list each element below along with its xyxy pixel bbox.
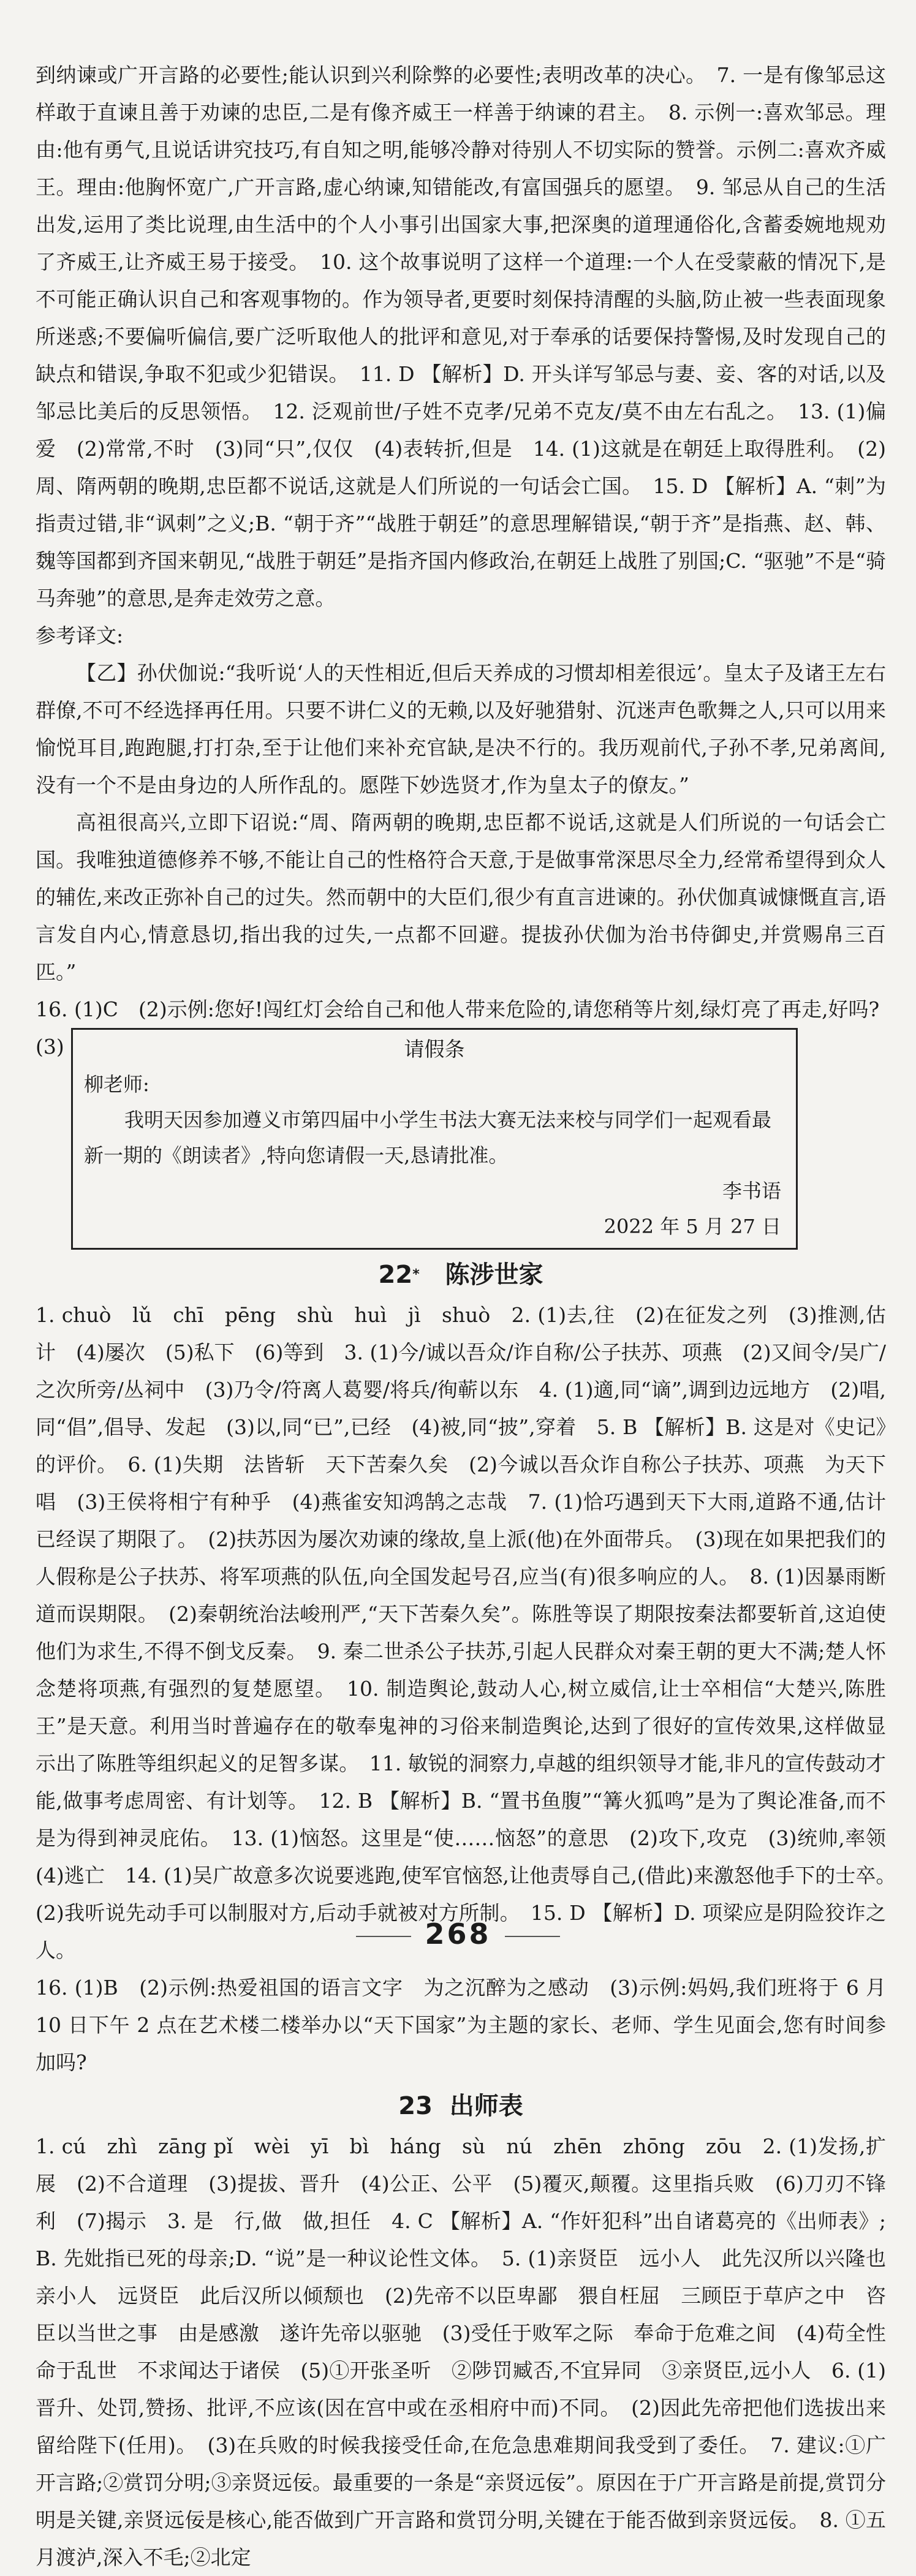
answers-22-main: 1. chuò lǔ chī pēng shù huì jì shuò 2. (1)去,往 (2)在征发之列 (3)推测,估计 (4)屡次 (5)私下 (6)等到 3. (1)今/诚以吾众/诈自称/公子扶苏、项燕 (2)又间令/吴广/之次所旁/丛祠中 (3)乃令/符离人葛婴/将兵/徇蕲以东 4. (1)適,同“谪”,调到边远地方 (2)唱,同“倡”,倡导、发起 (3)以,同“已”,已经 (4)被,同“披”,穿着 5. B 【解析】B. 这是对《史记》的评价。 6. (1)失期 法皆斩 天下苦秦久矣 (2)今诚以吾众诈自称公子扶苏、项燕 为天下唱 (3)王侯将相宁有种乎 (4)燕雀安知鸿鹄之志哉 7. (1)恰巧遇到天下大雨,道路不通,估计已经误了期限了。 (2)扶苏因为屡次劝谏的缘故,皇上派(他)在外面带兵。 (3)现在如果把我们的人假称是公子扶苏、将军项燕的队伍,向全国发起号召,应当(有)很多响应的人。 8. (1)因暴雨断道而误期限。 (2)秦朝统治法峻刑严,“天下苦秦久矣”。陈胜等误了期限按秦法都要斩首,这迫使他们为求生,不得不倒戈反秦。 9. 秦二世杀公子扶苏,引起人民群众对秦王朝的更大不满;楚人怀念楚将项燕,有强烈的复楚愿望。 10. 制造舆论,鼓动人心,树立威信,让士卒相信“大楚兴,陈胜王”是天意。利用当时普遍存在的敬奉鬼神的习俗来制造舆论,达到了很好的宣传效果,这样做显示出了陈胜等组织起义的足智多谋。 11. 敏锐的洞察力,卓越的组织领导才能,非凡的宣传鼓动才能,做事考虑周密、有计划等。 12. B 【解析】B. “置书鱼腹”“篝火狐鸣”是为了舆论准备,而不是为得到神灵庇佑。 13. (1)恼怒。这里是“使……恼怒”的意思 (2)攻下,攻克 (3)统帅,率领 (4)逃亡 14. (1)吴广故意多次说要逃跑,使军官恼怒,让他责辱自己,(借此)来激怒他手下的士卒。 (2)我听说先动手可以制服对方,后动手就被对方所制。 15. D 【解析】D. 项梁应是阴险狡诈之人。 — [36, 1303, 906, 1962]
reference-translation-label: 参考译文: — [36, 624, 124, 648]
translation-paragraph-2: 高祖很高兴,立即下诏说:“周、隋两朝的晚期,忠臣都不说话,这就是人们所说的一句话会亡国。我唯独道德修养不够,不能让自己的性格符合天意,于是做事常深思尽全力,经常希望得到众人的辅佐,来改正弥补自己的过失。然而朝中的大臣们,很少有直言进谏的。孙伏伽真诚慷慨直言,语言发自内心,情意恳切,指出我的过失,一点都不回避。提拔孙伏伽为治书侍御史,并赏赐帛三百匹。” — [36, 810, 886, 984]
footer-dash-left — [356, 1936, 411, 1937]
page-number-footer — [0, 1917, 916, 1951]
leave-note-box — [71, 1028, 798, 1250]
answers-21-part1: 到纳谏或广开言路的必要性;能认识到兴利除弊的必要性;表明改革的决心。 7. 一是有像邹忌这样敢于直谏且善于劝谏的忠臣,二是有像齐威王一样善于纳谏的君主。 8. 示例一:喜欢邹忌。理由:他有勇气,且说话讲究技巧,有自知之明,能够冷静对待别人不切实际的赞誉。示例二:喜欢齐威王。理由:他胸怀宽广,广开言路,虚心纳谏,知错能改,有富国强兵的愿望。 9. 邹忌从自己的生活出发,运用了类比说理,由生活中的个人小事引出国家大事,把深奥的道理通俗化,含蓄委婉地规劝了齐威王,让齐威王易于接受。 10. 这个故事说明了这样一个道理:一个人在受蒙蔽的情况下,是不可能正确认识自己和客观事物的。作为领导者,更要时刻保持清醒的头脑,防止被一些表面现象所迷惑;不要偏听偏信,要广泛听取他人的批评和意见,对于奉承的话要保持警惕,及时发现自己的缺点和错误,争取不犯或少犯错误。 11. D 【解析】D. 开头详写邹忌与妻、妾、客的对话,以及邹忌比美后的反思领悟。 12. 泛观前世/子姓不克孝/兄弟不克友/莫不由左右乱之。 13. (1)偏爱 (2)常常,不时 (3)同“只”,仅仅 (4)表转折,但是 14. (1)这就是在朝廷上取得胜利。 (2)周、隋两朝的晚期,忠臣都不说话,这就是人们所说的一句话会亡国。 15. D 【解析】A. “刺”为指责过错,非“讽刺”之义;B. “朝于齐”“战胜于朝廷”的意思理解错误,“朝于齐”是指燕、赵、韩、魏等国都到齐国来朝见,“战胜于朝廷”是指齐国内修政治,在朝廷上战胜了别国;C. “驱驰”不是“骑马奔驰”的意思,是奔走效劳之意。 — [36, 63, 886, 610]
page-number: 268 — [425, 1917, 491, 1951]
answers-22-q16: 16. (1)B (2)示例:热爱祖国的语言文字 为之沉醉为之感动 (3)示例:妈妈,我们班将于 6 月 10 日下午 2 点在艺术楼二楼举办以“天下国家”为主题的家长、老师、学生见面会,您有时间参加吗? — [36, 1976, 886, 2074]
section-23-title — [36, 2085, 886, 2128]
leave-note-title: 请假条 — [404, 1037, 465, 1061]
section-21-continued — [36, 56, 906, 2576]
section-22-title — [36, 1253, 886, 1296]
section-23-name: 出师表 — [449, 2092, 523, 2120]
leave-note-signer: 李书语 — [722, 1179, 781, 1203]
leave-note-body: 我明天因参加遵义市第四届中小学生书法大赛无法来校与同学们一起观看最新一期的《朗读者》,特向您请假一天,恳请批准。 — [84, 1108, 772, 1167]
footer-dash-right — [505, 1936, 560, 1937]
answer-16-3-label: (3) — [36, 1035, 64, 1059]
answers-23-main: 1. cú zhì zāng pǐ wèi yī bì háng sù nú zhēn zhōng zōu 2. (1)发扬,扩展 (2)不合道理 (3)提拔、晋升 (4)公正、公平 (5)覆灭,颠覆。这里指兵败 (6)刀刃不锋利 (7)揭示 3. 是 行,做 做,担任 4. C 【解析】A. “作奸犯科”出自诸葛亮的《出师表》;B. 先妣指已死的母亲;D. “说”是一种议论性文体。 5. (1)亲贤臣 远小人 此先汉所以兴隆也 亲小人 远贤臣 此后汉所以倾颓也 (2)先帝不以臣卑鄙 猥自枉屈 三顾臣于草庐之中 咨臣以当世之事 由是感激 遂许先帝以驱驰 (3)受任于败军之际 奉命于危难之间 (4)苟全性命于乱世 不求闻达于诸侯 (5)①开张圣听 ②陟罚臧否,不宜异同 ③亲贤臣,远小人 6. (1)晋升、处罚,赞扬、批评,不应该(因在宫中或在丞相府中而)不同。 (2)因此先帝把他们选拔出来留给陛下(任用)。 (3)在兵败的时候我接受任命,在危急患难期间我受到了委任。 7. 建议:①广开言路;②赏罚分明;③亲贤远佞。最重要的一条是“亲贤远佞”。原因在于广开言路是前提,赏罚分明是关键,亲贤远佞是核心,能否做到广开言路和赏罚分明,关键在于能否做到亲贤远佞。 8. ①五月渡泸,深入不毛;②北定 — [36, 2134, 906, 2569]
leave-note-salutation: 柳老师: — [84, 1073, 150, 1096]
section-23-number: 23 — [398, 2092, 433, 2120]
section-22-name: 陈涉世家 — [445, 1261, 543, 1289]
leave-note-block — [36, 1028, 886, 1250]
section-22-star: * — [412, 1267, 420, 1282]
leave-note-date: 2022 年 5 月 27 日 — [604, 1215, 781, 1238]
answer-16-line: 16. (1)C (2)示例:您好!闯红灯会给自己和他人带来危险的,请您稍等片刻,绿灯亮了再走,好吗? — [36, 997, 880, 1021]
section-22-number: 22 — [378, 1261, 413, 1289]
translation-paragraph-1: 【乙】孙伏伽说:“我听说‘人的天性相近,但后天养成的习惯却相差很远’。皇太子及诸王左右群僚,不可不经选择再任用。只要不讲仁义的无赖,以及好驰猎射、沉迷声色歌舞之人,只可以用来愉悦耳目,跑跑腿,打打杂,至于让他们来补充官缺,是决不行的。我历观前代,子孙不孝,兄弟离间,没有一个不是由身边的人所作乱的。愿陛下妙选贤才,作为皇太子的僚友。” — [36, 661, 886, 797]
